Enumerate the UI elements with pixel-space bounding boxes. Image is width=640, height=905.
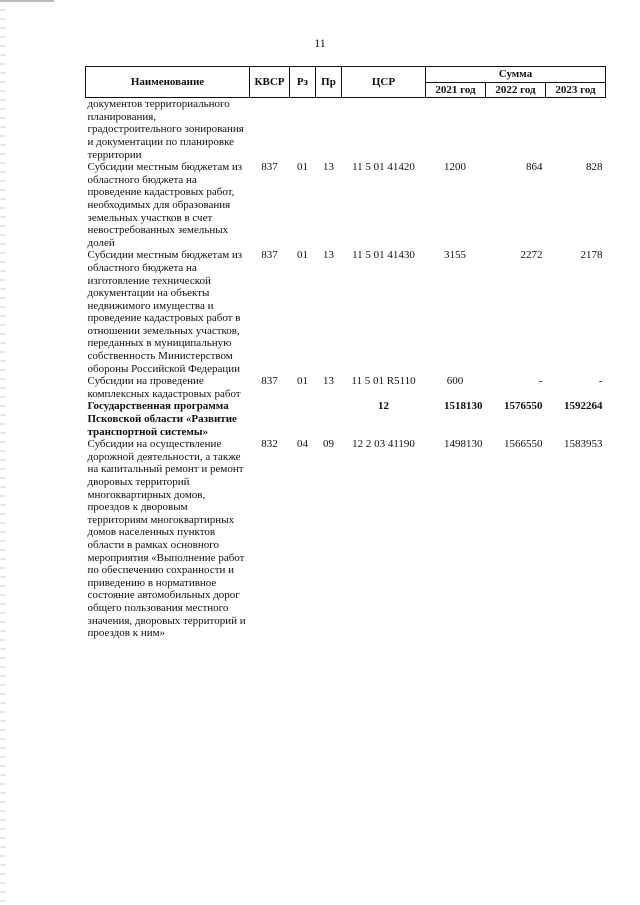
row-2023: 2178: [580, 249, 603, 262]
row-2022: -: [538, 375, 543, 388]
row-2021: 600: [446, 375, 464, 388]
row-rz: [290, 98, 316, 161]
row-2021: 1200: [444, 161, 466, 174]
row-rz: 01: [297, 249, 308, 262]
budget-table: [85, 66, 606, 640]
row-kvsr: [250, 98, 290, 161]
row-2021: 3155: [444, 249, 466, 262]
scan-edge-top: [0, 0, 54, 2]
row-kvsr: 837: [261, 249, 278, 262]
header-name: Наименование: [86, 67, 250, 98]
row-name: Субсидии на проведение комплексных кадастровых работ: [87, 375, 241, 400]
row-2023: 1583953: [564, 438, 603, 451]
table-header: [86, 67, 606, 98]
row-2021: [426, 98, 486, 161]
row-name: Субсидии на осуществление дорожной деятельности, а также на капитальный ремонт и ремонт дворовых территорий многоквартирных домов, проездов к дворовым территориям многоквартирных домов населенных пунктов области в рамках основного мероприятия «Выполнение работ по обеспечению сохранности и приведению в нормативное состояние автомобильных дорог общего пользования местного значения, дворовых территорий и проездов к ним»: [87, 438, 246, 640]
table-row: [86, 438, 606, 640]
header-year-2023: 2023 год: [546, 82, 606, 98]
row-rz: 04: [297, 438, 308, 451]
row-name: Субсидии местным бюджетам из областного бюджета на проведение кадастровых работ, необходимых для образования земельных участков в счет невостребованных земельных долей: [87, 161, 243, 249]
row-2021: 1518130: [444, 400, 483, 413]
row-name: Субсидии местным бюджетам из областного бюджета на изготовление технической документации на объекты недвижимого имущества и проведение кадастровых работ в отношении земельных участков, переданных в муниципальную собственность Министерством обороны Российской Федерации: [87, 249, 243, 375]
row-name: документов территориального планирования, градостроительного зонирования и документации по планировке территории: [87, 98, 244, 161]
budget-table-container: [85, 66, 605, 640]
table-row: [86, 161, 606, 249]
row-2023: 1592264: [564, 400, 603, 413]
table-row-program: [86, 400, 606, 438]
scan-edge: [0, 0, 6, 905]
row-2022: 864: [526, 161, 543, 174]
header-rz: Рз: [290, 67, 316, 98]
row-2022: 2272: [520, 249, 543, 262]
page-number: 11: [314, 36, 326, 50]
table-row: [86, 98, 606, 161]
row-pr: [316, 400, 342, 438]
header-year-2022: 2022 год: [486, 82, 546, 98]
row-2022: 1566550: [504, 438, 543, 451]
row-kvsr: 837: [261, 375, 278, 388]
row-pr: 13: [323, 249, 334, 262]
row-csr: 11 5 01 41420: [352, 161, 415, 174]
table-row: [86, 249, 606, 375]
row-pr: 13: [323, 375, 334, 388]
row-csr: [342, 98, 426, 161]
row-2021: 1498130: [444, 438, 483, 451]
row-pr: 13: [323, 161, 334, 174]
header-csr: ЦСР: [342, 67, 426, 98]
header-year-2021: 2021 год: [426, 82, 486, 98]
row-csr: 12 2 03 41190: [352, 438, 415, 451]
row-csr: 11 5 01 R5110: [351, 375, 416, 388]
row-kvsr: 832: [261, 438, 278, 451]
row-csr: 12: [378, 400, 389, 413]
table-body: [86, 98, 606, 640]
row-name: Государственная программа Псковской области «Развитие транспортной системы»: [87, 400, 237, 438]
header-pr: Пр: [316, 67, 342, 98]
row-rz: 01: [297, 161, 308, 174]
row-csr: 11 5 01 41430: [352, 249, 415, 262]
row-kvsr: 837: [261, 161, 278, 174]
table-row: [86, 375, 606, 400]
row-2022: 1576550: [504, 400, 543, 413]
row-2022: [486, 98, 546, 161]
row-rz: [290, 400, 316, 438]
row-2023: -: [598, 375, 603, 388]
row-rz: 01: [297, 375, 308, 388]
row-pr: [316, 98, 342, 161]
row-2023: 828: [586, 161, 603, 174]
row-pr: 09: [323, 438, 334, 451]
row-kvsr: [250, 400, 290, 438]
header-kvsr: КВСР: [250, 67, 290, 98]
row-2023: [546, 98, 606, 161]
header-sum: Сумма: [426, 67, 606, 83]
